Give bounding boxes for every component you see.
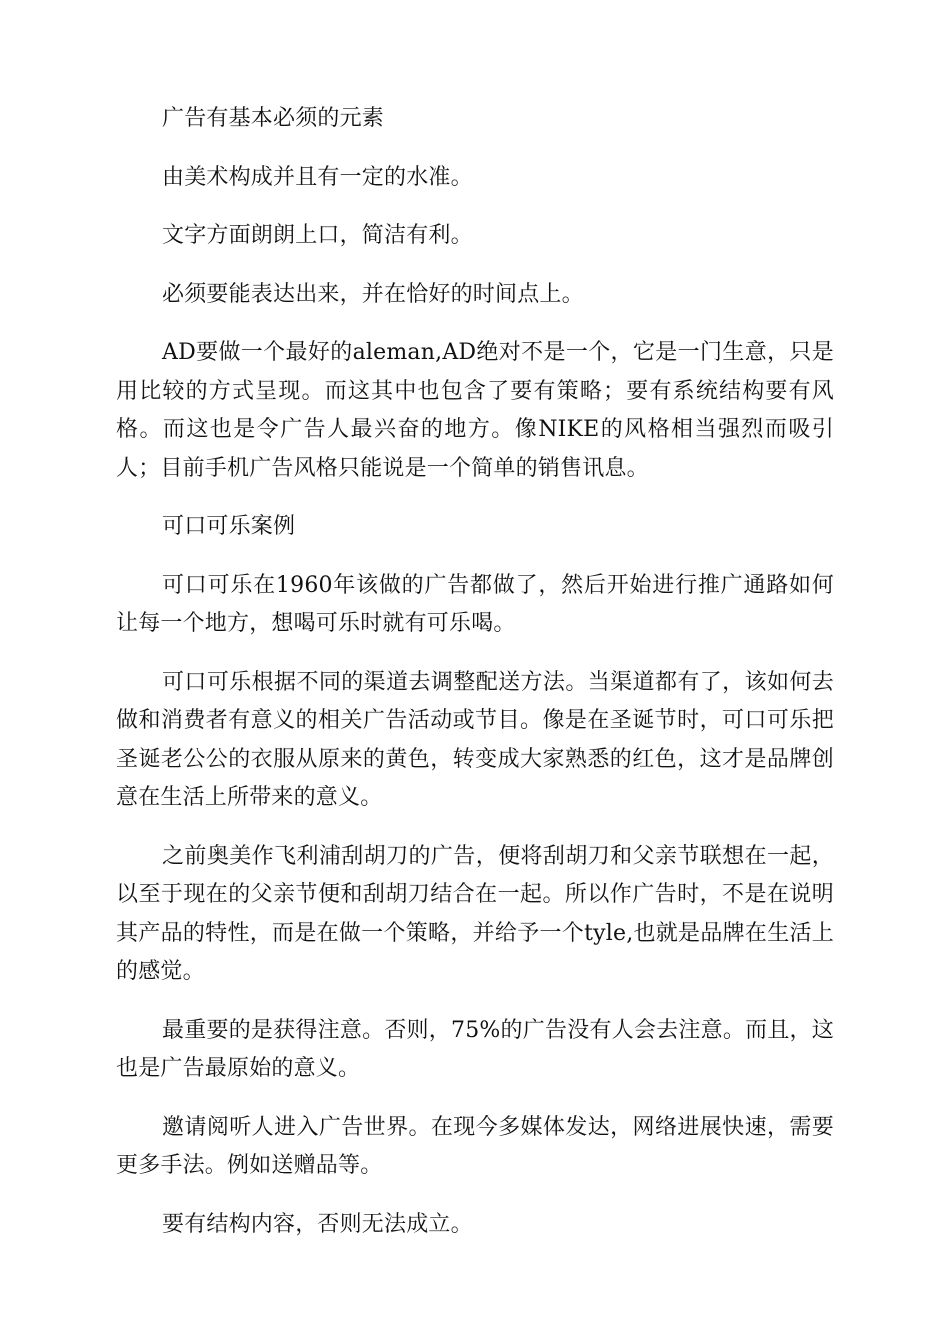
paragraph-coca-cola-channels: 可口可乐根据不同的渠道去调整配送方法。当渠道都有了，该如何去做和消费者有意义的相关广告活动或节目。像是在圣诞节时，可口可乐把圣诞老公公的衣服从原来的黄色，转变成大家熟悉的红色，这才是品牌创意在生活上所带来的意义。 [116, 669, 834, 810]
paragraph-express-timing: 必须要能表达出来，并在恰好的时间点上。 [162, 281, 584, 307]
paragraph-philips-shaver: 之前奥美作飞利浦刮胡刀的广告，便将刮胡刀和父亲节联想在一起，以至于现在的父亲节便和刮胡刀结合在一起。所以作广告时，不是在说明其产品的特性，而是在做一个策略，并给予一个tyle,也就是品牌在生活上的感觉。 [116, 843, 834, 984]
paragraph-coca-cola-case-heading: 可口可乐案例 [162, 514, 296, 539]
paragraph-art-standard: 由美术构成并且有一定的水准。 [162, 164, 473, 190]
paragraph-copy-concise: 文字方面朗朗上口，简洁有利。 [162, 223, 473, 248]
paragraph-ad-business: AD要做一个最好的aleman,AD绝对不是一个，它是一门生意，只是用比较的方式呈现。而这其中也包含了要有策略；要有系统结构要有风格。而这也是令广告人最兴奋的地方。像NIKE的风格相当强烈而吸引人；目前手机广告风格只能说是一个简单的销售讯息。 [116, 340, 834, 481]
paragraph-ad-elements-heading: 广告有基本必须的元素 [162, 106, 385, 131]
paragraph-invite-audience: 邀请阅听人进入广告世界。在现今多媒体发达，网络进展快速，需要更多手法。例如送赠品等。 [116, 1114, 834, 1178]
paragraph-coca-cola-1960: 可口可乐在1960年该做的广告都做了，然后开始进行推广通路如何让每一个地方，想喝可乐时就有可乐喝。 [116, 572, 834, 636]
paragraph-get-attention: 最重要的是获得注意。否则，75%的广告没有人会去注意。而且，这也是广告最原始的意义。 [116, 1017, 834, 1081]
paragraph-structure-content: 要有结构内容，否则无法成立。 [162, 1211, 473, 1237]
